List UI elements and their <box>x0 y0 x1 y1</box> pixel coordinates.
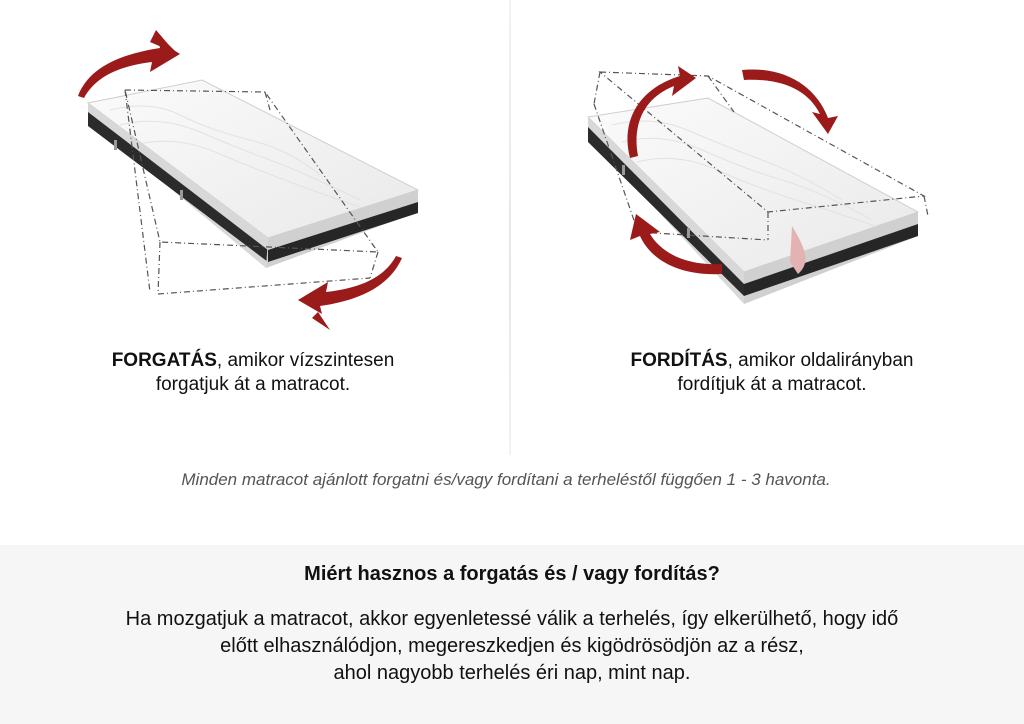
info-body-line3: ahol nagyobb terhelés éri nap, mint nap. <box>333 662 691 684</box>
info-body <box>20 606 1004 687</box>
flip-title: FORDÍTÁS <box>630 350 728 371</box>
rotation-title: FORGATÁS <box>111 350 217 371</box>
mattress-icon <box>88 80 418 268</box>
flip-caption <box>516 349 1024 397</box>
flip-line1: , amikor oldalirányban <box>727 350 914 371</box>
flip-mattress-illustration <box>512 0 1024 340</box>
flip-panel <box>512 0 1024 455</box>
rotation-line1: , amikor vízszintesen <box>216 350 395 371</box>
info-body-line2: előtt elhasználódjon, megereszkedjen és kigödrösödjön az a rész, <box>220 635 804 657</box>
rotate-arrow-icon <box>298 256 402 330</box>
flip-line2: fordítjuk át a matracot. <box>677 374 867 395</box>
rotation-line2: forgatjuk át a matracot. <box>155 374 351 395</box>
panel-divider <box>509 0 511 455</box>
rotation-panel <box>0 0 510 455</box>
info-title: Miért hasznos a forgatás és / vagy fordítás? <box>304 563 720 585</box>
info-body-line1: Ha mozgatjuk a matracot, akkor egyenletessé válik a terhelés, így elkerülhető, hogy idő <box>125 608 899 630</box>
mattress-icon <box>588 98 918 304</box>
rotation-caption <box>0 349 508 397</box>
rotation-mattress-illustration <box>0 0 510 340</box>
info-box <box>0 545 1024 724</box>
frequency-note: Minden matracot ajánlott forgatni és/vagy fordítani a terheléstől függően 1 - 3 havonta. <box>181 470 831 489</box>
